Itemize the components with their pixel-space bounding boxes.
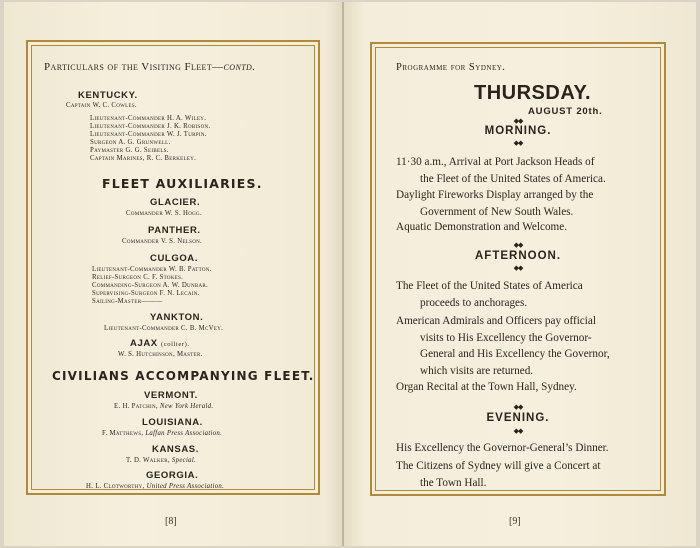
morning-item-1 [396, 154, 606, 187]
evening-item-2 [396, 458, 600, 491]
line: The Fleet of the United States of America [396, 280, 583, 292]
ship-name-georgia: GEORGIA. [146, 470, 199, 481]
ajax-name: AJAX [130, 338, 158, 349]
ornament-icon: ◆◆ [513, 241, 523, 249]
officer-line: Paymaster G. G. Seibels. [90, 147, 169, 154]
ship-officer-glacier: Commander W. S. Hogg. [126, 210, 202, 217]
ornament-icon: ◆◆ [513, 403, 523, 411]
civilian-name: H. L. Clotworthy, [86, 483, 145, 490]
ship-officer-ajax: W. S. Hutchinson, Master. [118, 351, 203, 358]
evening-item-1: His Excellency the Governor-General’s Dinner. [396, 442, 609, 454]
right-page [344, 2, 696, 546]
ship-name-glacier: GLACIER. [150, 197, 201, 208]
civilian-paper: Laffan Press Association. [145, 430, 223, 437]
afternoon-item-2 [396, 313, 610, 379]
officer-line: Relief-Surgeon C. F. Stokes. [92, 274, 184, 281]
section-afternoon-title: AFTERNOON. [474, 250, 562, 262]
heading-text: Particulars of the Visiting Fleet— [44, 61, 224, 73]
officer-line: Lieutenant-Commander J. K. Robison. [90, 123, 211, 130]
civilian-line [86, 482, 224, 491]
morning-item-3: Aquatic Demonstration and Welcome. [396, 221, 568, 233]
civilian-name: E. H. Patchin, [114, 403, 158, 410]
line: General and His Excellency the Governor, [420, 348, 610, 360]
line: which visits are returned. [420, 364, 534, 377]
fleet-auxiliaries-title: FLEET AUXILIARIES. [102, 176, 263, 191]
officer-line: Supervising-Surgeon F. N. Lecain. [92, 290, 200, 297]
civilian-name: T. D. Walker, [126, 457, 170, 464]
line: proceeds to anchorages. [420, 296, 528, 309]
left-page-heading [44, 61, 255, 73]
date-subtitle: AUGUST 20th. [528, 106, 603, 117]
officer-line: Surgeon A. G. Grunwell. [90, 139, 171, 146]
ship-name-kansas: KANSAS. [152, 444, 199, 455]
civilian-line [126, 456, 196, 465]
line: 11·30 a.m., Arrival at Port Jackson Heads of [396, 156, 595, 168]
ornament-icon: ◆◆ [513, 264, 523, 272]
ship-captain-kentucky: Captain W. C. Cowles. [66, 102, 137, 109]
civilian-paper: New York Herald. [159, 403, 214, 410]
ship-officer-panther: Commander V. S. Nelson. [122, 238, 203, 245]
heading-contd: contd. [223, 61, 256, 73]
civilian-paper: Special. [171, 457, 197, 464]
line: visits to His Excellency the Governor- [420, 331, 592, 344]
ship-name-panther: PANTHER. [148, 225, 201, 236]
page-number-left: [8] [165, 516, 177, 527]
line: Daylight Fireworks Display arranged by the [396, 189, 594, 201]
officer-line: Captain Marines, R. C. Berkeley. [90, 155, 197, 162]
ship-name-yankton: YANKTON. [150, 312, 204, 323]
line: the Fleet of the United States of America. [420, 172, 606, 185]
officer-line: Commanding-Surgeon A. W. Dunbar. [92, 282, 209, 289]
officer-line: Sailing-Master——— [92, 298, 163, 305]
ship-name-louisiana: LOUISIANA. [142, 417, 203, 428]
civilians-title: CIVILIANS ACCOMPANYING FLEET. [52, 369, 315, 383]
left-page [4, 2, 342, 546]
ornament-icon: ◆◆ [513, 117, 523, 125]
ornament-icon: ◆◆ [513, 139, 523, 147]
line: American Admirals and Officers pay official [396, 315, 596, 327]
section-evening-title: EVENING. [486, 412, 550, 424]
section-morning-title: MORNING. [484, 125, 552, 137]
ship-name-ajax [130, 338, 190, 349]
line: the Town Hall. [420, 476, 487, 489]
afternoon-item-1 [396, 278, 583, 311]
officer-line: Lieutenant-Commander W. B. Patton. [92, 266, 212, 273]
officer-line: Lieutenant-Commander H. A. Wiley. [90, 115, 207, 122]
ship-name-kentucky: KENTUCKY. [78, 90, 138, 101]
afternoon-item-3: Organ Recital at the Town Hall, Sydney. [396, 381, 577, 393]
ship-officer-yankton: Lieutenant-Commander C. B. McVey. [104, 325, 224, 332]
morning-item-2 [396, 187, 593, 220]
ajax-note: (collier). [161, 341, 190, 348]
civilian-name: F. Matthews, [102, 430, 144, 437]
line: Government of New South Wales. [420, 205, 574, 218]
ship-name-vermont: VERMONT. [144, 390, 198, 401]
civilian-line [102, 429, 222, 438]
day-title: THURSDAY. [474, 82, 592, 104]
programme-heading: Programme for Sydney. [396, 62, 506, 73]
officer-line: Lieutenant-Commander W. J. Turpin. [90, 131, 207, 138]
civilian-paper: United Press Association. [146, 483, 225, 490]
line: The Citizens of Sydney will give a Concert at [396, 460, 601, 472]
civilian-line [114, 402, 213, 411]
ornament-icon: ◆◆ [513, 427, 523, 435]
page-number-right: [9] [509, 516, 521, 527]
ship-name-culgoa: CULGOA. [150, 253, 199, 264]
